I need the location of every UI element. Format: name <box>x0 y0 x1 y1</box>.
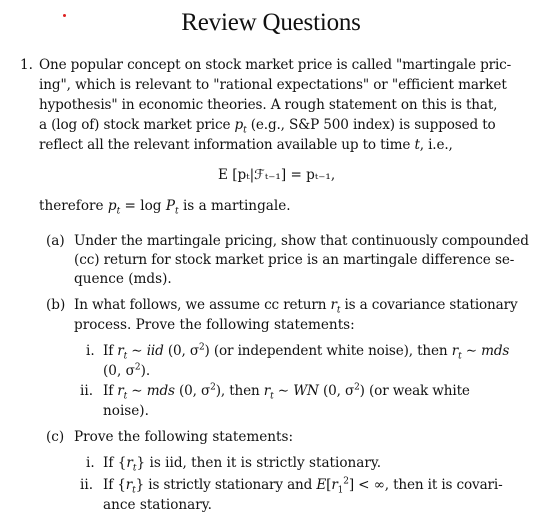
part-b-label: (b) <box>46 297 66 313</box>
part-c-i-label: i. <box>86 455 95 471</box>
part-b-i-line-2: (0, $\sigma^2$). <box>103 362 151 379</box>
q1-therefore-line: therefore $p_t = \log P_t$ is a martingale. <box>39 198 291 217</box>
q1-line-4: a (log of) stock market price $p_t$ (e.g., S&P 500 index) is supposed to <box>39 117 496 136</box>
part-a-line-2: (cc) return for stock market price is an martingale difference se- <box>74 252 515 268</box>
q1-line-3: hypothesis" in economic theories. A rough statement on this is that, <box>39 97 498 113</box>
part-b-line-1: In what follows, we assume cc return $r_t$ is a covariance stationary <box>74 297 518 316</box>
part-c-ii-label: ii. <box>80 477 94 493</box>
part-b-i-line-1: If $r_t$ ∼ iid (0, $\sigma^2$) (or independent white noise), then $r_t$ ∼ mds <box>103 342 510 362</box>
part-b-ii-line-2: noise). <box>103 403 149 419</box>
q1-line-5: reflect all the relevant information available up to time t, i.e., <box>39 137 453 153</box>
part-c-label: (c) <box>46 429 65 445</box>
q1-equation: E [pₜ|ℱₜ₋₁] = pₜ₋₁, <box>218 167 336 183</box>
q1-line-2: ing", which is relevant to "rational expectations" or "efficient market <box>39 77 507 93</box>
part-b-ii-line-1: If $r_t$ ∼ mds (0, $\sigma^2$), then $r_t$ ∼ WN (0, $\sigma^2$) (or weak white <box>103 382 470 402</box>
q1-line-1: One popular concept on stock market price is called "martingale pric- <box>39 57 512 73</box>
part-a-line-1: Under the martingale pricing, show that continuously compounded <box>74 233 529 249</box>
part-c-i-line: If $\{r_t\}$ is iid, then it is strictly stationary. <box>103 455 382 474</box>
part-a-label: (a) <box>46 233 65 249</box>
part-b-i-label: i. <box>86 343 95 359</box>
part-c-ii-line-2: ance stationary. <box>103 497 212 513</box>
part-c-ii-line-1: If $\{r_t\}$ is strictly stationary and $E[r_1^2]$ < ∞, then it is covari- <box>103 476 503 496</box>
part-b-ii-label: ii. <box>80 383 94 399</box>
page-title: Review Questions <box>181 9 361 36</box>
part-b-line-2: process. Prove the following statements: <box>74 317 355 333</box>
q1-number: 1. <box>20 57 33 73</box>
part-c-line-1: Prove the following statements: <box>74 429 294 445</box>
part-a-line-3: quence (mds). <box>74 271 172 287</box>
